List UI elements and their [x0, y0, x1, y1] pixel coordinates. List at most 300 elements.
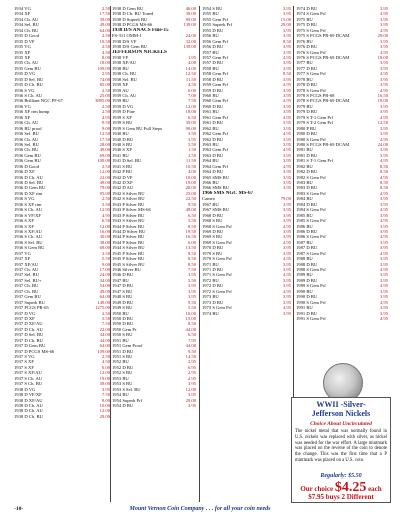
coin-price: 4.95 — [282, 163, 291, 169]
coin-price: 3.95 — [379, 256, 388, 262]
coin-price: 2.95 — [187, 370, 196, 376]
coin-price: 7.00 — [187, 93, 196, 98]
coin-price: 69.00 — [99, 245, 110, 251]
coin-price: 24.00 — [99, 272, 110, 278]
coin-description: 1940 BU — [112, 131, 129, 137]
coin-price: 4.95 — [379, 87, 388, 93]
coin-price: 29.00 — [185, 397, 196, 403]
coin-price: 8.50 — [379, 185, 388, 191]
coin-price: 44.00 — [99, 337, 110, 343]
coin-price: 29.00 — [280, 22, 291, 28]
coin-description: 1936 XF rim bump — [14, 109, 50, 115]
coin-description: 1940 S BU — [112, 141, 133, 147]
coin-price: 4.95 — [379, 234, 388, 240]
coin-price: 19.50 — [185, 228, 196, 234]
ad-price-value: $4.25 — [334, 480, 367, 495]
coin-price: 3.95 — [379, 22, 388, 28]
coin-price: 16.50 — [185, 234, 196, 240]
coin-price: 3.95 — [282, 49, 291, 55]
price-row — [14, 414, 110, 419]
coin-description: FS-311 OMM-1 — [112, 33, 142, 39]
coin-description: 1958 BU — [202, 65, 219, 71]
coin-description: 1936 S Sel. BU — [14, 239, 43, 245]
coin-description: 1956 BU — [202, 33, 219, 39]
coin-description: 1936 Ch. BU — [14, 147, 39, 153]
coin-price: 1.95 — [187, 54, 196, 60]
coin-price: 79.00 — [280, 196, 291, 202]
coin-description: 1937 Sel. BU+ — [14, 277, 42, 283]
coin-price: 4.95 — [379, 27, 388, 33]
coin-description: 1960 D BU — [202, 103, 224, 109]
coin-price: 12.00 — [185, 103, 196, 109]
coin-description: 1975 S Gem Prf — [296, 27, 326, 33]
coin-price: 3.95 — [379, 212, 388, 218]
coin-price: 4.95 — [282, 239, 291, 245]
coin-description: 1939 S Gem BU Full Steps — [112, 125, 163, 131]
coin-price: 2.95 — [187, 375, 196, 381]
coin-price: 4.00 — [187, 60, 196, 66]
coin-price: 3.95 — [187, 294, 196, 300]
coin-description: 1977 BU — [296, 60, 313, 66]
coin-description: 1991 BU — [296, 305, 313, 311]
coin-price: 2.50 — [101, 354, 110, 359]
coin-price: 28.00 — [185, 185, 196, 191]
coin-price: 2.50 — [101, 109, 110, 115]
coin-price: 3.95 — [282, 294, 291, 300]
coin-price: 28.00 — [99, 141, 110, 147]
coin-description: 1938 D VG — [14, 386, 36, 392]
coin-description: 1974 BU — [202, 310, 219, 316]
coin-price: 4.95 — [282, 131, 291, 137]
coin-price: 99.00 — [185, 16, 196, 22]
coin-description: 1936 D XF rim — [14, 190, 43, 196]
coin-description: 1973 D BU — [202, 299, 224, 305]
coin-description: 1981 S T-1 Gem Prf — [296, 158, 334, 164]
coin-price: 3.95 — [379, 38, 388, 44]
coin-description: 1990 BU — [296, 288, 313, 294]
coin-description: 1975 BU — [296, 16, 313, 22]
coin-price: 49.00 — [99, 22, 110, 28]
ad-our-choice-label: Our choice — [300, 485, 334, 493]
coin-description: 1937 D PCGS MS-66 — [14, 348, 55, 354]
coin-price: 3.95 — [282, 6, 291, 11]
coin-description: 1981 BU — [296, 147, 313, 153]
coin-description: 1938 D XF/AU — [14, 397, 43, 403]
coin-description: 1938 D PCGS MS-66 — [112, 22, 153, 28]
coin-description: 1937 D XF — [14, 315, 35, 321]
coin-price: 2.50 — [101, 250, 110, 256]
coin-price: 3.95 — [187, 402, 196, 408]
coin-description: 1963 BU — [202, 141, 219, 147]
coin-price: 9.00 — [101, 261, 110, 267]
ad-regular-price: Regularly: $5.50 — [320, 473, 362, 479]
coin-price: 30.00 — [99, 234, 110, 240]
coin-description: 1963 D BU — [202, 152, 224, 158]
coin-description: 1949 D BU — [112, 299, 134, 305]
coin-description: 1980 S PCGS PR-69 DCAM — [296, 141, 350, 147]
coin-description: 1975 D BU — [296, 22, 318, 28]
coin-description: 1937 PCGS PR-65 — [14, 305, 49, 311]
coin-price: 24.00 — [185, 33, 196, 39]
coin-price: 139.00 — [183, 44, 196, 50]
coin-description: 1974 S Gem Prf — [296, 11, 326, 17]
coin-description: 1945 P Silver BU — [112, 256, 145, 262]
coin-description: 1978 S Gem Prf — [296, 87, 326, 93]
coin-price: 3.95 — [282, 141, 291, 147]
coin-price: 3.95 — [282, 76, 291, 82]
coin-price: 3.95 — [101, 386, 110, 392]
coin-price: 14.50 — [185, 354, 196, 359]
coin-description: 1943 P Silver BU — [112, 212, 145, 218]
coin-description: 1968 D BU — [202, 212, 224, 218]
coin-price: 4.95 — [379, 71, 388, 77]
coin-description: 1978 D BU — [296, 82, 318, 88]
coin-price: 4.95 — [282, 223, 291, 229]
coin-description: 1976 S PCGS PR-69 DCAM — [296, 54, 350, 60]
coin-price: 2.50 — [101, 196, 110, 202]
coin-description: 1980 P BU — [296, 125, 317, 131]
coin-description: 1984 S Gem Prf — [296, 207, 326, 213]
coin-description: 1939 S BU — [112, 120, 133, 126]
coin-price: 79.00 — [99, 185, 110, 191]
coin-price: 3.95 — [379, 294, 388, 300]
coin-description: 1949 S BU — [112, 305, 133, 311]
coin-description: Cameo — [202, 196, 216, 202]
coin-price: 3.95 — [379, 288, 388, 294]
coin-description: 1943 P Silver BU — [112, 201, 145, 207]
coin-price: 16.50 — [377, 93, 388, 98]
coin-price: 3.95 — [282, 299, 291, 305]
coin-description: 1963 Gem Prf — [202, 147, 229, 153]
coin-price: 3.95 — [379, 152, 388, 158]
coin-price: 95.00 — [99, 190, 110, 196]
coin-description: 1942 D XF — [112, 180, 133, 185]
coin-price: 3.95 — [282, 125, 291, 131]
coin-price: 90.00 — [185, 125, 196, 131]
coin-description: 1950 S BU — [112, 332, 133, 338]
coin-price: 6.50 — [101, 218, 110, 224]
coin-description: 1942 S Silver BU — [112, 190, 145, 196]
coin-description: 1934 XF — [14, 11, 31, 17]
coin-price: 3.95 — [282, 212, 291, 218]
coin-price: 4.95 — [282, 272, 291, 278]
coin-price: 74.00 — [99, 76, 110, 82]
coin-description: 1973 BU — [202, 294, 219, 300]
coin-price: 9.50 — [187, 250, 196, 256]
coin-description: 1976 S Gem Prf — [296, 49, 326, 55]
price-column-4 — [296, 6, 388, 321]
coin-description: 1936 Ch. AU — [14, 120, 39, 126]
coin-description: 1937 VG — [14, 250, 31, 256]
coin-price: 5.50 — [187, 218, 196, 224]
coin-description: 1989 BU — [296, 272, 313, 278]
coin-description: 1951 D BU — [112, 348, 134, 354]
coin-description: 1987 D BU — [296, 245, 318, 251]
coin-description: 1953 S BU — [112, 381, 133, 387]
coin-description: 1978 BU — [296, 76, 313, 82]
coin-price: 12.00 — [99, 408, 110, 414]
coin-description: 1950 BU — [112, 310, 129, 316]
coin-price: 15.00 — [280, 16, 291, 22]
coin-description: 1953 BU — [112, 375, 129, 381]
coin-price: 4.50 — [187, 82, 196, 88]
coin-price: 3.95 — [282, 44, 291, 50]
coin-description: 1945 P Silver BU — [112, 250, 145, 256]
ad-grade: Choice About Uncirculated — [310, 421, 372, 427]
ad-subtitle: Jefferson Nickels — [311, 409, 371, 418]
coin-description: 1939 Ch. AU — [112, 93, 137, 98]
coin-price: 5.50 — [187, 141, 196, 147]
coin-description: 1936 S Ch. AU — [14, 234, 43, 240]
coin-price: 3.95 — [379, 201, 388, 207]
coin-description: 1986 BU — [296, 223, 313, 229]
coin-description: 1936 D XF — [14, 169, 35, 175]
coin-price: 10.00 — [185, 174, 196, 180]
coin-description: 1942 D AU — [112, 185, 134, 191]
coin-price: 11.50 — [185, 158, 196, 164]
coin-price: 139.00 — [183, 22, 196, 28]
coin-price: 69.00 — [99, 152, 110, 158]
coin-price: 4.95 — [379, 114, 388, 120]
coin-price: 3.95 — [282, 250, 291, 256]
coin-price: 4.95 — [282, 256, 291, 262]
coin-description: 1938 D/S ANACS Fine-15 — [112, 27, 169, 33]
coin-description: 1953 S Sel. BU — [112, 386, 141, 392]
coin-description: 1975 S PCGS PR-69 DCAM — [296, 33, 350, 39]
coin-description: 1936 D Good — [14, 163, 40, 169]
coin-price: 39.00 — [185, 120, 196, 126]
coin-price: 9.00 — [101, 125, 110, 131]
coin-description: 1934 Ch. BU — [14, 27, 39, 33]
coin-description: 1971 BU — [202, 261, 219, 267]
coin-description: 1979 BU — [296, 103, 313, 109]
coin-description: 1989 S Gem Prf — [296, 283, 326, 289]
coin-description: 1937 S XF/AU — [14, 370, 42, 376]
coin-price: 3.95 — [282, 310, 291, 316]
coin-price: 7.50 — [187, 267, 196, 272]
coin-price: 4.95 — [379, 283, 388, 289]
coin-price: 3.95 — [379, 125, 388, 131]
coin-description: 1937 Ch. BU — [14, 283, 39, 289]
coin-description: 1956 Gem Prf — [202, 38, 229, 44]
coin-price: 9.50 — [101, 120, 110, 126]
coin-price: 3.95 — [379, 76, 388, 82]
coin-price: 17.50 — [99, 11, 110, 17]
coin-description: 1937 Ch. AU — [14, 267, 39, 272]
coin-price: 8.50 — [379, 163, 388, 169]
price-row — [202, 311, 291, 316]
coin-description: 1938 BU — [112, 65, 129, 71]
coin-price: 6.00 — [187, 239, 196, 245]
coin-price: 39.00 — [99, 16, 110, 22]
coin-description: 1936 Gem BU — [14, 158, 41, 164]
coin-price: 4.00 — [187, 169, 196, 175]
coin-price: 5.50 — [101, 256, 110, 262]
coin-description: 1969 S BU — [202, 234, 223, 240]
coin-description: 1959 Gem Prf — [202, 82, 229, 88]
coin-price: 4.95 — [379, 11, 388, 17]
coin-description: 1971 S Gem Prf — [202, 272, 232, 278]
coin-description: 1940 D BU — [112, 136, 134, 142]
coin-price: 7.50 — [187, 98, 196, 104]
coin-price: 4.95 — [379, 299, 388, 305]
coin-description: 1968 S BU — [202, 218, 223, 224]
coin-description: 1983 S Gem Prf — [296, 190, 326, 196]
coin-description: 1951 S BU — [112, 354, 133, 359]
coin-price: 4.95 — [379, 315, 388, 321]
coin-price: 4.95 — [379, 158, 388, 164]
coin-price: 64.00 — [99, 294, 110, 300]
coin-description: 1941 D Sel. BU — [112, 158, 142, 164]
coin-description: 1970 S Gem Prf — [202, 256, 232, 262]
coin-description: 1937 XF/AU — [14, 261, 39, 267]
coin-price: 44.00 — [185, 343, 196, 349]
price-row — [112, 403, 196, 408]
coin-description: 1976 BU — [296, 38, 313, 44]
coin-price: 7.50 — [101, 392, 110, 398]
coin-price: 109.00 — [97, 65, 110, 71]
coin-price: 3.95 — [379, 6, 388, 11]
coin-description: 1976 D BU — [296, 44, 318, 50]
coin-description: 1950 D BU — [112, 321, 134, 327]
coin-description: 1936 S Gem BU — [14, 245, 45, 251]
coin-description: 1969 S Gem Prf — [202, 239, 232, 245]
coin-description: 1984 BU — [296, 196, 313, 202]
coin-description: 1936 VG — [14, 103, 31, 109]
coin-description: 1952 BU — [112, 359, 129, 365]
coin-price: 2.95 — [101, 71, 110, 77]
coin-description: 1936 S XF/AU — [14, 228, 42, 234]
coin-description: 1973 S Gem Prf — [202, 305, 232, 311]
coin-price: 2.50 — [101, 163, 110, 169]
coin-price: 3.50 — [187, 152, 196, 158]
coin-price: 5.50 — [187, 305, 196, 311]
coin-description: 1935 D Sel. BU — [14, 76, 44, 82]
coin-price: 3.95 — [379, 239, 388, 245]
coin-description: 1936 S Ch. AU — [14, 207, 43, 213]
coin-price: 3.95 — [187, 392, 196, 398]
coin-description: 1938 Sel. BU — [112, 76, 137, 82]
coin-price: 6.50 — [187, 212, 196, 218]
coin-price: 4.95 — [282, 82, 291, 88]
coin-description: 1936 Gem BU — [14, 152, 41, 158]
coin-description: 1937 D Ch. AU — [14, 326, 43, 332]
coin-price: 12.00 — [99, 370, 110, 376]
coin-description: 1943 S Silver BU — [112, 218, 145, 224]
coin-description: 1935 XF — [14, 54, 31, 60]
coin-description: 1962 D BU — [202, 136, 224, 142]
coin-price: 19.00 — [185, 180, 196, 185]
coin-description: 1938 D Ch. AU — [14, 408, 43, 414]
coin-description: 1947 D BU — [112, 283, 134, 289]
page-number: -10- — [14, 506, 24, 512]
coin-description: 1939 D VG — [112, 103, 134, 109]
coin-price: 3.50 — [187, 131, 196, 137]
coin-price: 3.95 — [187, 283, 196, 289]
coin-description: 1937 S XF — [14, 364, 34, 370]
company-tagline: Mount Vernon Coin Company . . . for all your coin needs — [129, 506, 271, 512]
coin-price: 64.00 — [99, 343, 110, 349]
coin-description: 1966 SMS BU — [202, 185, 230, 191]
coin-price: 34.00 — [99, 277, 110, 283]
coin-description: 1934 Sel. BU — [14, 22, 39, 28]
coin-price: 4.95 — [282, 114, 291, 120]
coin-description: 1936 Sel. BU — [14, 131, 39, 137]
coin-price: 3.95 — [282, 103, 291, 109]
coin-price: 8.00 — [101, 397, 110, 403]
page-footer — [0, 506, 400, 516]
coin-description: 1977 S Gem Prf — [296, 71, 326, 77]
coin-description: 1950 Gem Pr — [112, 326, 137, 332]
coin-description: 1944 P Silver BU — [112, 223, 145, 229]
coin-description: 1937 D VG — [14, 310, 36, 316]
coin-price: 2.50 — [101, 103, 110, 109]
coin-price: 3.95 — [379, 65, 388, 71]
coin-price: 4.95 — [379, 190, 388, 196]
coin-price: 12.50 — [377, 120, 388, 126]
coin-description: 1936 S VG — [14, 196, 35, 202]
coin-price: 4.95 — [379, 267, 388, 272]
coin-description: 1952 D BU — [112, 364, 134, 370]
coin-price: 2.95 — [187, 359, 196, 365]
coin-description: 1939 S XF — [112, 114, 132, 120]
coin-price: 3.50 — [101, 201, 110, 207]
coin-price: 22.00 — [99, 326, 110, 332]
coin-description: 1955 Gem Prf — [202, 16, 229, 22]
coin-price: 6.00 — [187, 87, 196, 93]
coin-description: 1934 Ch. AU — [14, 16, 39, 22]
coin-description: 1954 BU — [112, 392, 129, 398]
coin-description: 1965 SMS BU — [202, 174, 230, 180]
coin-price: 17.50 — [99, 136, 110, 142]
coin-description: 1951 BU — [112, 337, 129, 343]
coin-price: 39.00 — [99, 381, 110, 387]
coin-description: 1936 XF — [14, 114, 31, 120]
coin-price: 3.95 — [379, 223, 388, 229]
coin-description: 1944 S Silver BU — [112, 245, 145, 251]
coin-description: 1938 D Ch. AU — [14, 402, 43, 408]
coin-description: 1936 BU proof — [14, 125, 42, 131]
coin-price: 8.50 — [187, 256, 196, 262]
coin-description: 1938 VF — [112, 54, 129, 60]
coin-description: 1946 D BU — [112, 272, 134, 278]
coin-price: 3.95 — [282, 180, 291, 185]
coin-price: 12.50 — [185, 71, 196, 77]
coin-description: 1964 Gem Prf — [202, 163, 229, 169]
coin-price: 49.00 — [99, 288, 110, 294]
coin-description: 1960 BU — [202, 93, 219, 98]
coin-price: 3.95 — [282, 93, 291, 98]
coin-price: 9.50 — [187, 348, 196, 354]
coin-price: 3.95 — [282, 267, 291, 272]
coin-description: 1942 P BU — [112, 169, 133, 175]
coin-price: 9.50 — [187, 201, 196, 207]
coin-description: 1957 D BU — [202, 60, 224, 66]
coin-price: 4.95 — [379, 218, 388, 224]
coin-description: 1936 Ch. AU — [14, 136, 39, 142]
coin-description: 1939 XF — [112, 82, 129, 88]
coin-price: 1.50 — [187, 147, 196, 153]
coin-price: 12.00 — [185, 386, 196, 392]
coin-description: 1937 XF — [14, 256, 31, 262]
coin-description: 1972 S Gem Prf — [202, 288, 232, 294]
coin-description: 1970 S BU — [202, 250, 223, 256]
coin-price: 12.00 — [99, 223, 110, 229]
coin-description: 1966 SMS NGC MS-67 — [202, 190, 254, 196]
coin-price: 4.50 — [101, 49, 110, 55]
coin-description: 1938 XF/AU — [112, 60, 137, 66]
coin-description: 1934 VG — [14, 6, 31, 11]
